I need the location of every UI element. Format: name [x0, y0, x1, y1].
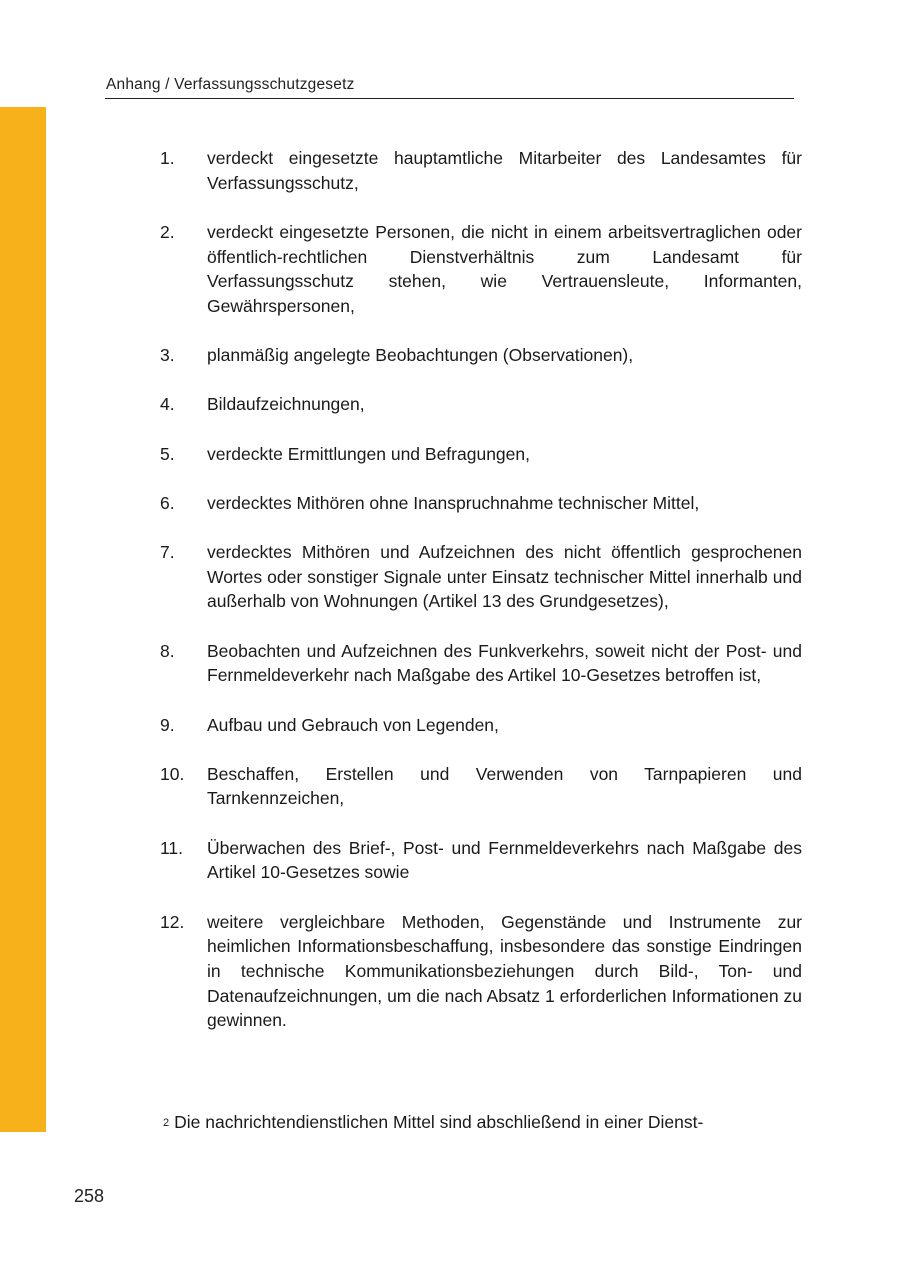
paragraph-text: Die nachrichtendienstlichen Mittel sind abschließend in einer Dienst-	[174, 1112, 704, 1132]
list-text: verdeckt eingesetzte Personen, die nicht in einem arbeitsvertraglichen oder öffentlich-rechtlichen Dienstverhältnis zum Landesamt für Verfassungsschutz stehen, wie Vertrauensleute, Informanten, Gewährspersonen,	[207, 221, 802, 317]
list-text: verdeckte Ermittlungen und Befragungen,	[207, 443, 530, 464]
list-number: 6.	[160, 492, 175, 513]
list-text: planmäßig angelegte Beobachtungen (Observationen),	[207, 345, 634, 366]
header-rule	[105, 98, 794, 99]
list-number: 1.	[160, 148, 175, 168]
list-item	[160, 910, 802, 1034]
list-number: 2.	[160, 221, 175, 242]
page-number: 258	[74, 1186, 105, 1206]
side-color-bar	[0, 107, 46, 1132]
list-item	[160, 713, 802, 738]
list-item	[160, 491, 802, 516]
list-item	[160, 146, 802, 195]
paragraph-2	[163, 1110, 803, 1135]
list-number: 7.	[160, 542, 175, 563]
list-item	[160, 392, 802, 417]
list-item	[160, 442, 802, 467]
list-number: 9.	[160, 714, 175, 735]
list-number: 5.	[160, 443, 175, 464]
list-text: Bildaufzeichnungen,	[207, 394, 365, 415]
list-item	[160, 540, 802, 614]
list-text: weitere vergleichbare Methoden, Gegenstände und Instrumente zur heimlichen Informationsbeschaffung, insbesondere das sonstige Eindringen in technische Kommunikationsbeziehungen durch Bild-, Ton- und Datenaufzeichnungen, um die nach Absatz 1 erforderlichen Informationen zu gewinnen.	[207, 911, 802, 1031]
list-number: 3.	[160, 345, 175, 366]
list-number: 4.	[160, 394, 175, 415]
list-item	[160, 343, 802, 368]
list-number: 8.	[160, 640, 175, 661]
sentence-marker: 2	[163, 1117, 170, 1129]
list-number: 11.	[160, 837, 184, 858]
list-text: verdecktes Mithören ohne Inanspruchnahme technischer Mittel,	[207, 492, 700, 513]
list-item	[160, 639, 802, 688]
running-header: Anhang / Verfassungsschutzgesetz	[106, 76, 355, 93]
numbered-list	[160, 146, 802, 1058]
list-text: Beschaffen, Erstellen und Verwenden von Tarnpapieren und Tarnkennzeichen,	[207, 763, 802, 809]
list-number: 12.	[160, 911, 185, 932]
list-text: verdecktes Mithören und Aufzeichnen des nicht öffentlich gesprochenen Wortes oder sonstiger Signale unter Einsatz technischer Mittel innerhalb und außerhalb von Wohnungen (Artikel 13 des Grundgesetzes),	[207, 542, 802, 612]
list-text: verdeckt eingesetzte hauptamtliche Mitarbeiter des Landesamtes für Verfassungsschutz,	[207, 148, 802, 193]
list-text: Überwachen des Brief-, Post- und Fernmeldeverkehrs nach Maßgabe des Artikel 10-Gesetzes sowie	[207, 837, 802, 883]
list-text: Beobachten und Aufzeichnen des Funkverkehrs, soweit nicht der Post- und Fernmeldeverkehr nach Maßgabe des Artikel 10-Gesetzes betroffen ist,	[207, 640, 802, 686]
list-item	[160, 836, 802, 885]
list-item	[160, 762, 802, 811]
list-text: Aufbau und Gebrauch von Legenden,	[207, 714, 499, 735]
list-number: 10.	[160, 763, 185, 784]
list-item	[160, 220, 802, 319]
